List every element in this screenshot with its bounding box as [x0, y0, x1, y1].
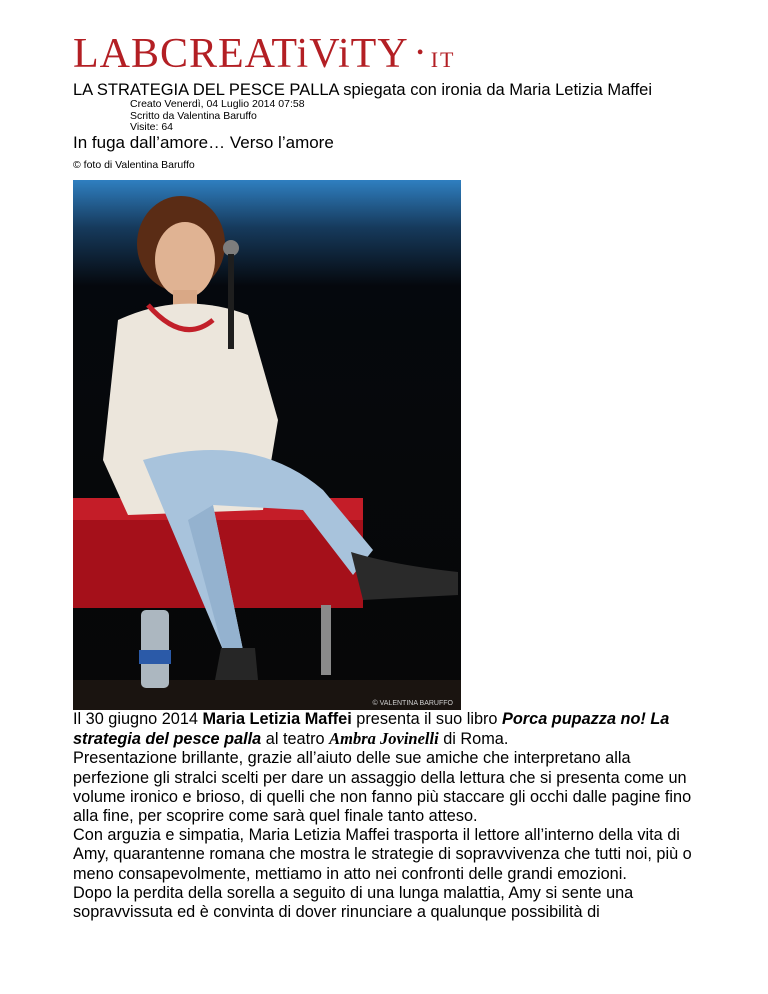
article-headline: LA STRATEGIA DEL PESCE PALLA spiegata con ironia da Maria Letizia Maffei — [73, 81, 653, 99]
book-title: Porca pupazza no! La strategia del pesce palla — [73, 710, 670, 749]
created-date: Creato Venerdì, 04 Luglio 2014 07:58 — [130, 98, 305, 110]
p1-text-a: Il 30 giugno 2014 — [73, 710, 203, 728]
photo-credit: © foto di Valentina Baruffo — [73, 159, 195, 171]
paragraph-3: Con arguzia e simpatia, Maria Letizia Maffei trasporta il lettore all’interno della vita di Amy, quarantenne romana che mostra le strategie di sopravvivenza che tutti noi, più o meno consapevolmente, mettiamo in atto nei confronti delle grandi emozioni. — [73, 826, 692, 883]
p1-text-c: al teatro — [261, 730, 330, 749]
article-meta — [130, 99, 305, 134]
logo-creativity: CREATiViTY — [160, 31, 409, 77]
photo-watermark: © VALENTINA BARUFFO — [372, 700, 453, 707]
paragraph-1 — [73, 710, 703, 749]
article-photo — [73, 180, 461, 710]
paragraph-4: Dopo la perdita della sorella a seguito di una lunga malattia, Amy si sente una sopravvissuta ed è convinta di dover rinunciare a qualunque possibilità di — [73, 883, 634, 922]
paragraph-2: Presentazione brillante, grazie all’aiuto delle sue amiche che interpretano alla perfezione gli stralci scelti per dare un assaggio della lettura che si presenta come un volume ironico e brioso, di quelli che non fanno più staccare gli occhi dalle pagine fino alla fine, per scoprire come sarà quel finale tanto atteso. — [73, 749, 692, 826]
site-logo[interactable] — [73, 32, 455, 76]
logo-lab: LAB — [73, 31, 160, 77]
article-subtitle: In fuga dall’amore… Verso l’amore — [73, 133, 334, 152]
author-name: Maria Letizia Maffei — [202, 710, 352, 728]
logo-tld: IT — [430, 47, 456, 72]
author-line: Scritto da Valentina Baruffo — [130, 109, 257, 122]
p1-text-b: presenta il suo libro — [351, 710, 502, 728]
theatre-name: Ambra Jovinelli — [329, 729, 439, 749]
visit-count: Visite: 64 — [130, 121, 173, 133]
logo-dot: • — [416, 42, 425, 64]
article-body — [73, 710, 703, 922]
p1-text-d: di Roma. — [438, 730, 509, 749]
